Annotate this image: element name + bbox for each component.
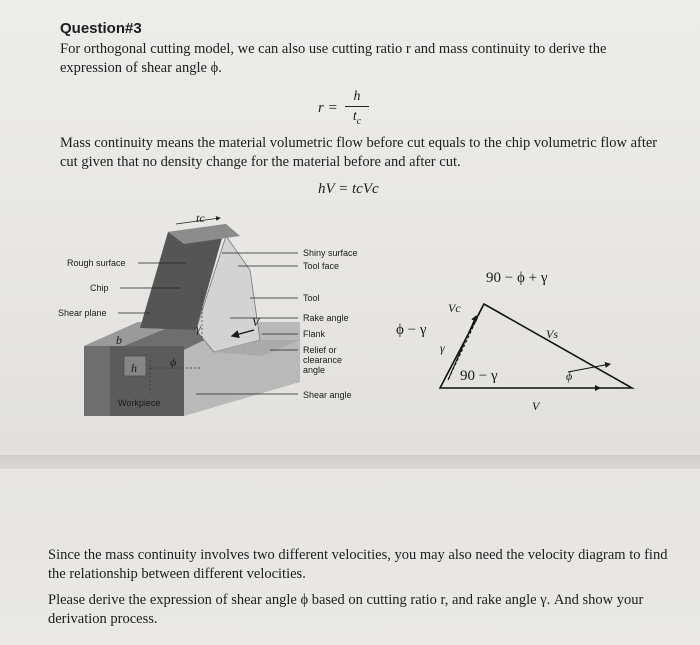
velocity-diagram (396, 270, 632, 413)
h-label: h (131, 361, 137, 375)
intro-paragraph: For orthogonal cutting model, we can also use cutting ratio r and mass continuity to derive the expression of shear angle ϕ. (60, 41, 607, 76)
ratio-lhs: r = (318, 100, 338, 116)
chip-label: Chip (90, 283, 109, 293)
v-label: V (532, 399, 540, 413)
ratio-denominator-base: t (352, 109, 357, 124)
ratio-denominator-sub: c (356, 115, 362, 127)
question-heading: Question#3 (60, 20, 142, 37)
rake-gamma-label: γ (196, 321, 201, 335)
ratio-numerator: h (353, 89, 361, 104)
continuity-paragraph: Mass continuity means the material volumetric flow before cut equals to the chip volumetric flow after cut given that no density change for the material before and after cut. (60, 135, 658, 170)
inner-angle-label: 90 − γ (460, 368, 498, 384)
tool-label: Tool (303, 293, 320, 303)
top-angle-label: 90 − ϕ + γ (486, 270, 548, 286)
rake-angle-label: Rake angle (303, 313, 349, 323)
left-angle-label: ϕ − γ (396, 322, 427, 338)
cutting-velocity-label: V (252, 315, 260, 329)
gamma-label: γ (440, 341, 445, 355)
phi-label: ϕ (566, 369, 573, 383)
b-label: b (116, 333, 122, 347)
workpiece-label: Workpiece (118, 398, 161, 408)
relief-label-2: clearance (303, 355, 343, 365)
shiny-surface-label: Shiny surface (303, 248, 358, 258)
instruction-paragraph-2: Please derive the expression of shear angle ϕ based on cutting ratio r, and rake angle γ. And show your derivation process. (48, 592, 644, 627)
shear-angle-label: Shear angle (303, 390, 352, 400)
relief-label-1: Relief or (303, 345, 337, 355)
vc-label: Vc (448, 301, 461, 315)
vs-label: Vs (546, 327, 558, 341)
instruction-paragraph-1: Since the mass continuity involves two different velocities, you may also need the velocity diagram to find the relationship between different velocities. (48, 547, 668, 582)
relief-label-3: angle (303, 365, 326, 375)
continuity-equation: hV = tcVc (318, 181, 379, 197)
cutting-diagram (58, 211, 358, 416)
shear-plane-label: Shear plane (58, 308, 107, 318)
tool-face-label: Tool face (303, 261, 340, 271)
flank-label: Flank (303, 329, 326, 339)
shear-phi-label: ϕ (170, 355, 177, 369)
phi-arrow (568, 364, 610, 372)
rough-surface-label: Rough surface (67, 258, 126, 268)
tc-label: tc (196, 211, 205, 225)
